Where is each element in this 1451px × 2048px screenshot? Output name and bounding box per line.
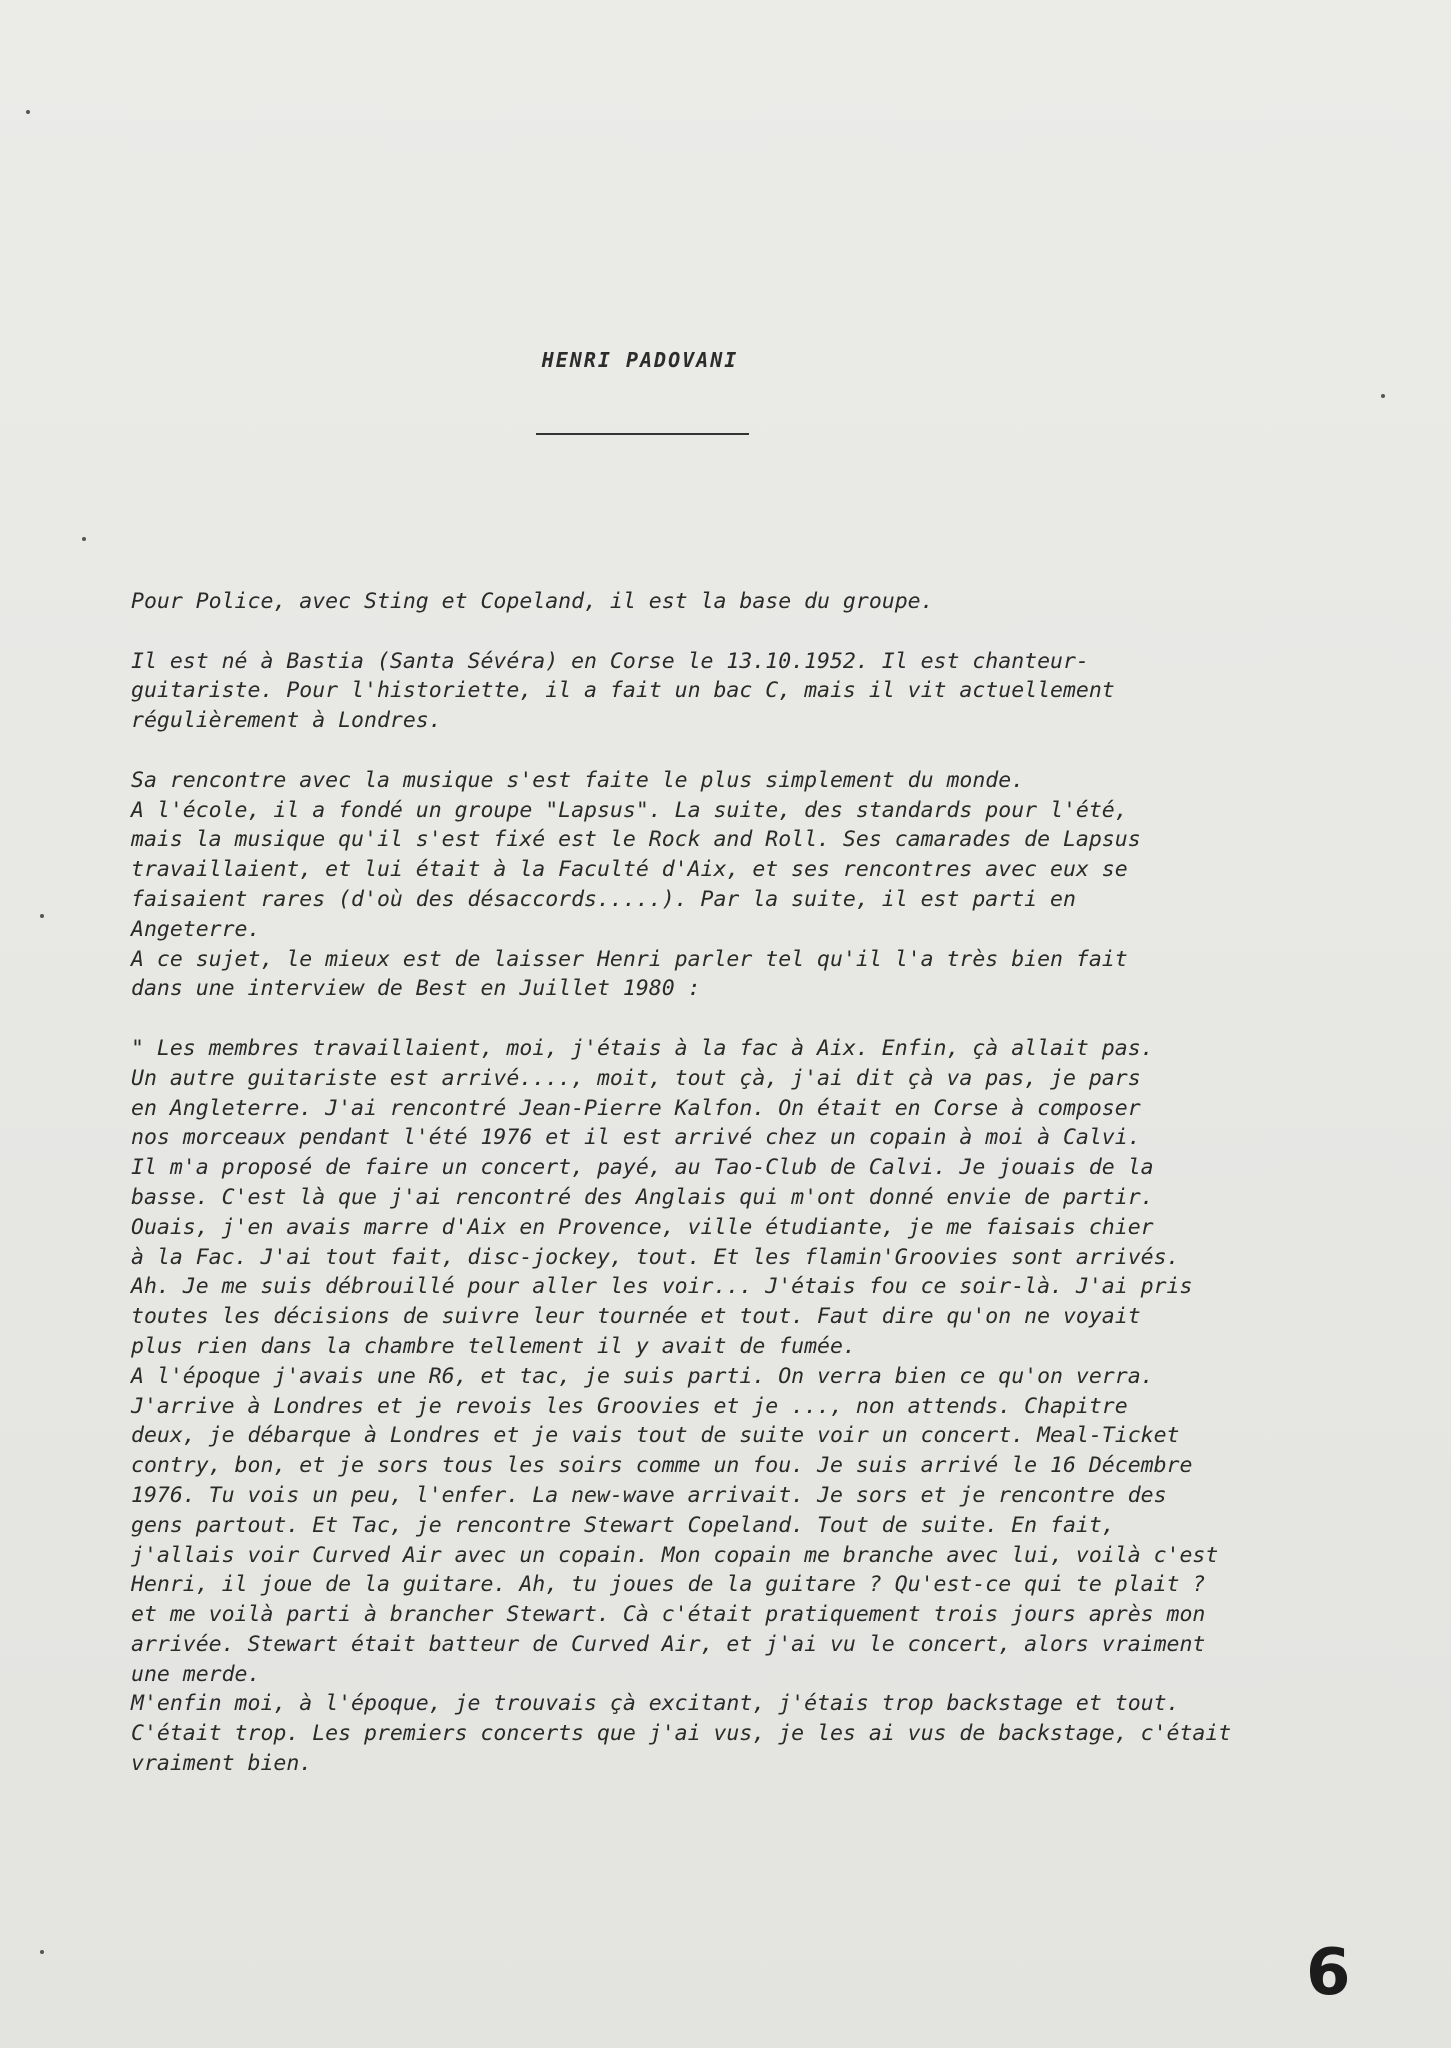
paragraph bbox=[131, 647, 1431, 736]
text-line: C'était trop. Les premiers concerts que j'ai vus, je les ai vus de backstage, c'était bbox=[131, 1721, 1232, 1747]
paper-speck bbox=[26, 110, 30, 114]
document-body bbox=[131, 587, 1431, 1779]
text-line: Henri, il joue de la guitare. Ah, tu joues de la guitare ? Qu'est-ce qui te plait ? bbox=[131, 1572, 1206, 1598]
text-line: dans une interview de Best en Juillet 1980 : bbox=[131, 976, 701, 1002]
paragraph bbox=[131, 1034, 1431, 1779]
text-line: une merde. bbox=[131, 1661, 261, 1687]
paragraph bbox=[131, 587, 1431, 617]
text-line: M'enfin moi, à l'époque, je trouvais çà excitant, j'étais trop backstage et tout. bbox=[131, 1691, 1180, 1717]
text-line: Il m'a proposé de faire un concert, payé, au Tao-Club de Calvi. Je jouais de la bbox=[131, 1155, 1154, 1181]
text-line: J'arrive à Londres et je revois les Groovies et je ..., non attends. Chapitre bbox=[131, 1393, 1128, 1419]
text-line: Un autre guitariste est arrivé...., moit, tout çà, j'ai dit çà va pas, je pars bbox=[131, 1065, 1141, 1091]
text-line: gens partout. Et Tac, je rencontre Stewart Copeland. Tout de suite. En fait, bbox=[131, 1512, 1115, 1538]
text-line: Il est né à Bastia (Santa Sévéra) en Corse le 13.10.1952. Il est chanteur- bbox=[131, 648, 1089, 674]
text-line: travaillaient, et lui était à la Faculté d'Aix, et ses rencontres avec eux se bbox=[131, 857, 1128, 883]
text-line: contry, bon, et je sors tous les soirs comme un fou. Je suis arrivé le 16 Décembre bbox=[131, 1453, 1193, 1479]
text-line: régulièrement à Londres. bbox=[131, 708, 442, 734]
text-line: " Les membres travaillaient, moi, j'étais à la fac à Aix. Enfin, çà allait pas. bbox=[131, 1035, 1154, 1061]
text-line: A ce sujet, le mieux est de laisser Henri parler tel qu'il l'a très bien fait bbox=[131, 946, 1128, 972]
text-line: en Angleterre. J'ai rencontré Jean-Pierre Kalfon. On était en Corse à composer bbox=[131, 1095, 1141, 1121]
text-line: A l'époque j'avais une R6, et tac, je suis parti. On verra bien ce qu'on verra. bbox=[131, 1363, 1154, 1389]
paragraph bbox=[131, 766, 1431, 1004]
text-line: Pour Police, avec Sting et Copeland, il est la base du groupe. bbox=[131, 589, 934, 614]
paper-speck bbox=[1381, 394, 1385, 398]
text-line: vraiment bien. bbox=[131, 1751, 313, 1777]
text-line: faisaient rares (d'où des désaccords.....). Par la suite, il est parti en bbox=[131, 886, 1076, 912]
text-line: nos morceaux pendant l'été 1976 et il est arrivé chez un copain à moi à Calvi. bbox=[131, 1125, 1141, 1151]
text-line: à la Fac. J'ai tout fait, disc-jockey, tout. Et les flamin'Groovies sont arrivés. bbox=[131, 1244, 1180, 1270]
document-title: HENRI PADOVANI bbox=[541, 348, 739, 372]
paragraph-gap bbox=[131, 736, 1431, 766]
paper-speck bbox=[40, 914, 44, 918]
text-line: plus rien dans la chambre tellement il y avait de fumée. bbox=[131, 1333, 856, 1359]
text-line: Ouais, j'en avais marre d'Aix en Provence, ville étudiante, je me faisais chier bbox=[131, 1214, 1154, 1240]
page-number: 6 bbox=[1306, 1936, 1351, 2010]
text-line: Ah. Je me suis débrouillé pour aller les voir... J'étais fou ce soir-là. J'ai pris bbox=[131, 1274, 1193, 1300]
paragraph-gap bbox=[131, 617, 1431, 647]
text-line: deux, je débarque à Londres et je vais tout de suite voir un concert. Meal-Ticket bbox=[131, 1423, 1180, 1449]
text-line: arrivée. Stewart était batteur de Curved Air, et j'ai vu le concert, alors vraiment bbox=[131, 1631, 1206, 1657]
text-line: toutes les décisions de suivre leur tournée et tout. Faut dire qu'on ne voyait bbox=[131, 1304, 1141, 1330]
text-line: j'allais voir Curved Air avec un copain. Mon copain me branche avec lui, voilà c'est bbox=[131, 1542, 1219, 1568]
text-line: basse. C'est là que j'ai rencontré des Anglais qui m'ont donné envie de partir. bbox=[131, 1184, 1154, 1210]
text-line: et me voilà parti à brancher Stewart. Cà c'était pratiquement trois jours après mon bbox=[131, 1602, 1206, 1628]
paper-speck bbox=[40, 1950, 44, 1954]
text-line: Angeterre. bbox=[131, 916, 261, 942]
text-line: guitariste. Pour l'historiette, il a fait un bac C, mais il vit actuellement bbox=[131, 678, 1115, 704]
text-line: 1976. Tu vois un peu, l'enfer. La new-wave arrivait. Je sors et je rencontre des bbox=[131, 1482, 1167, 1508]
text-line: mais la musique qu'il s'est fixé est le Rock and Roll. Ses camarades de Lapsus bbox=[131, 827, 1141, 853]
title-underline bbox=[536, 433, 749, 435]
text-line: A l'école, il a fondé un groupe "Lapsus". La suite, des standards pour l'été, bbox=[131, 797, 1128, 823]
text-line: Sa rencontre avec la musique s'est faite le plus simplement du monde. bbox=[131, 767, 1025, 793]
paper-speck bbox=[82, 537, 86, 541]
paragraph-gap bbox=[131, 1004, 1431, 1034]
